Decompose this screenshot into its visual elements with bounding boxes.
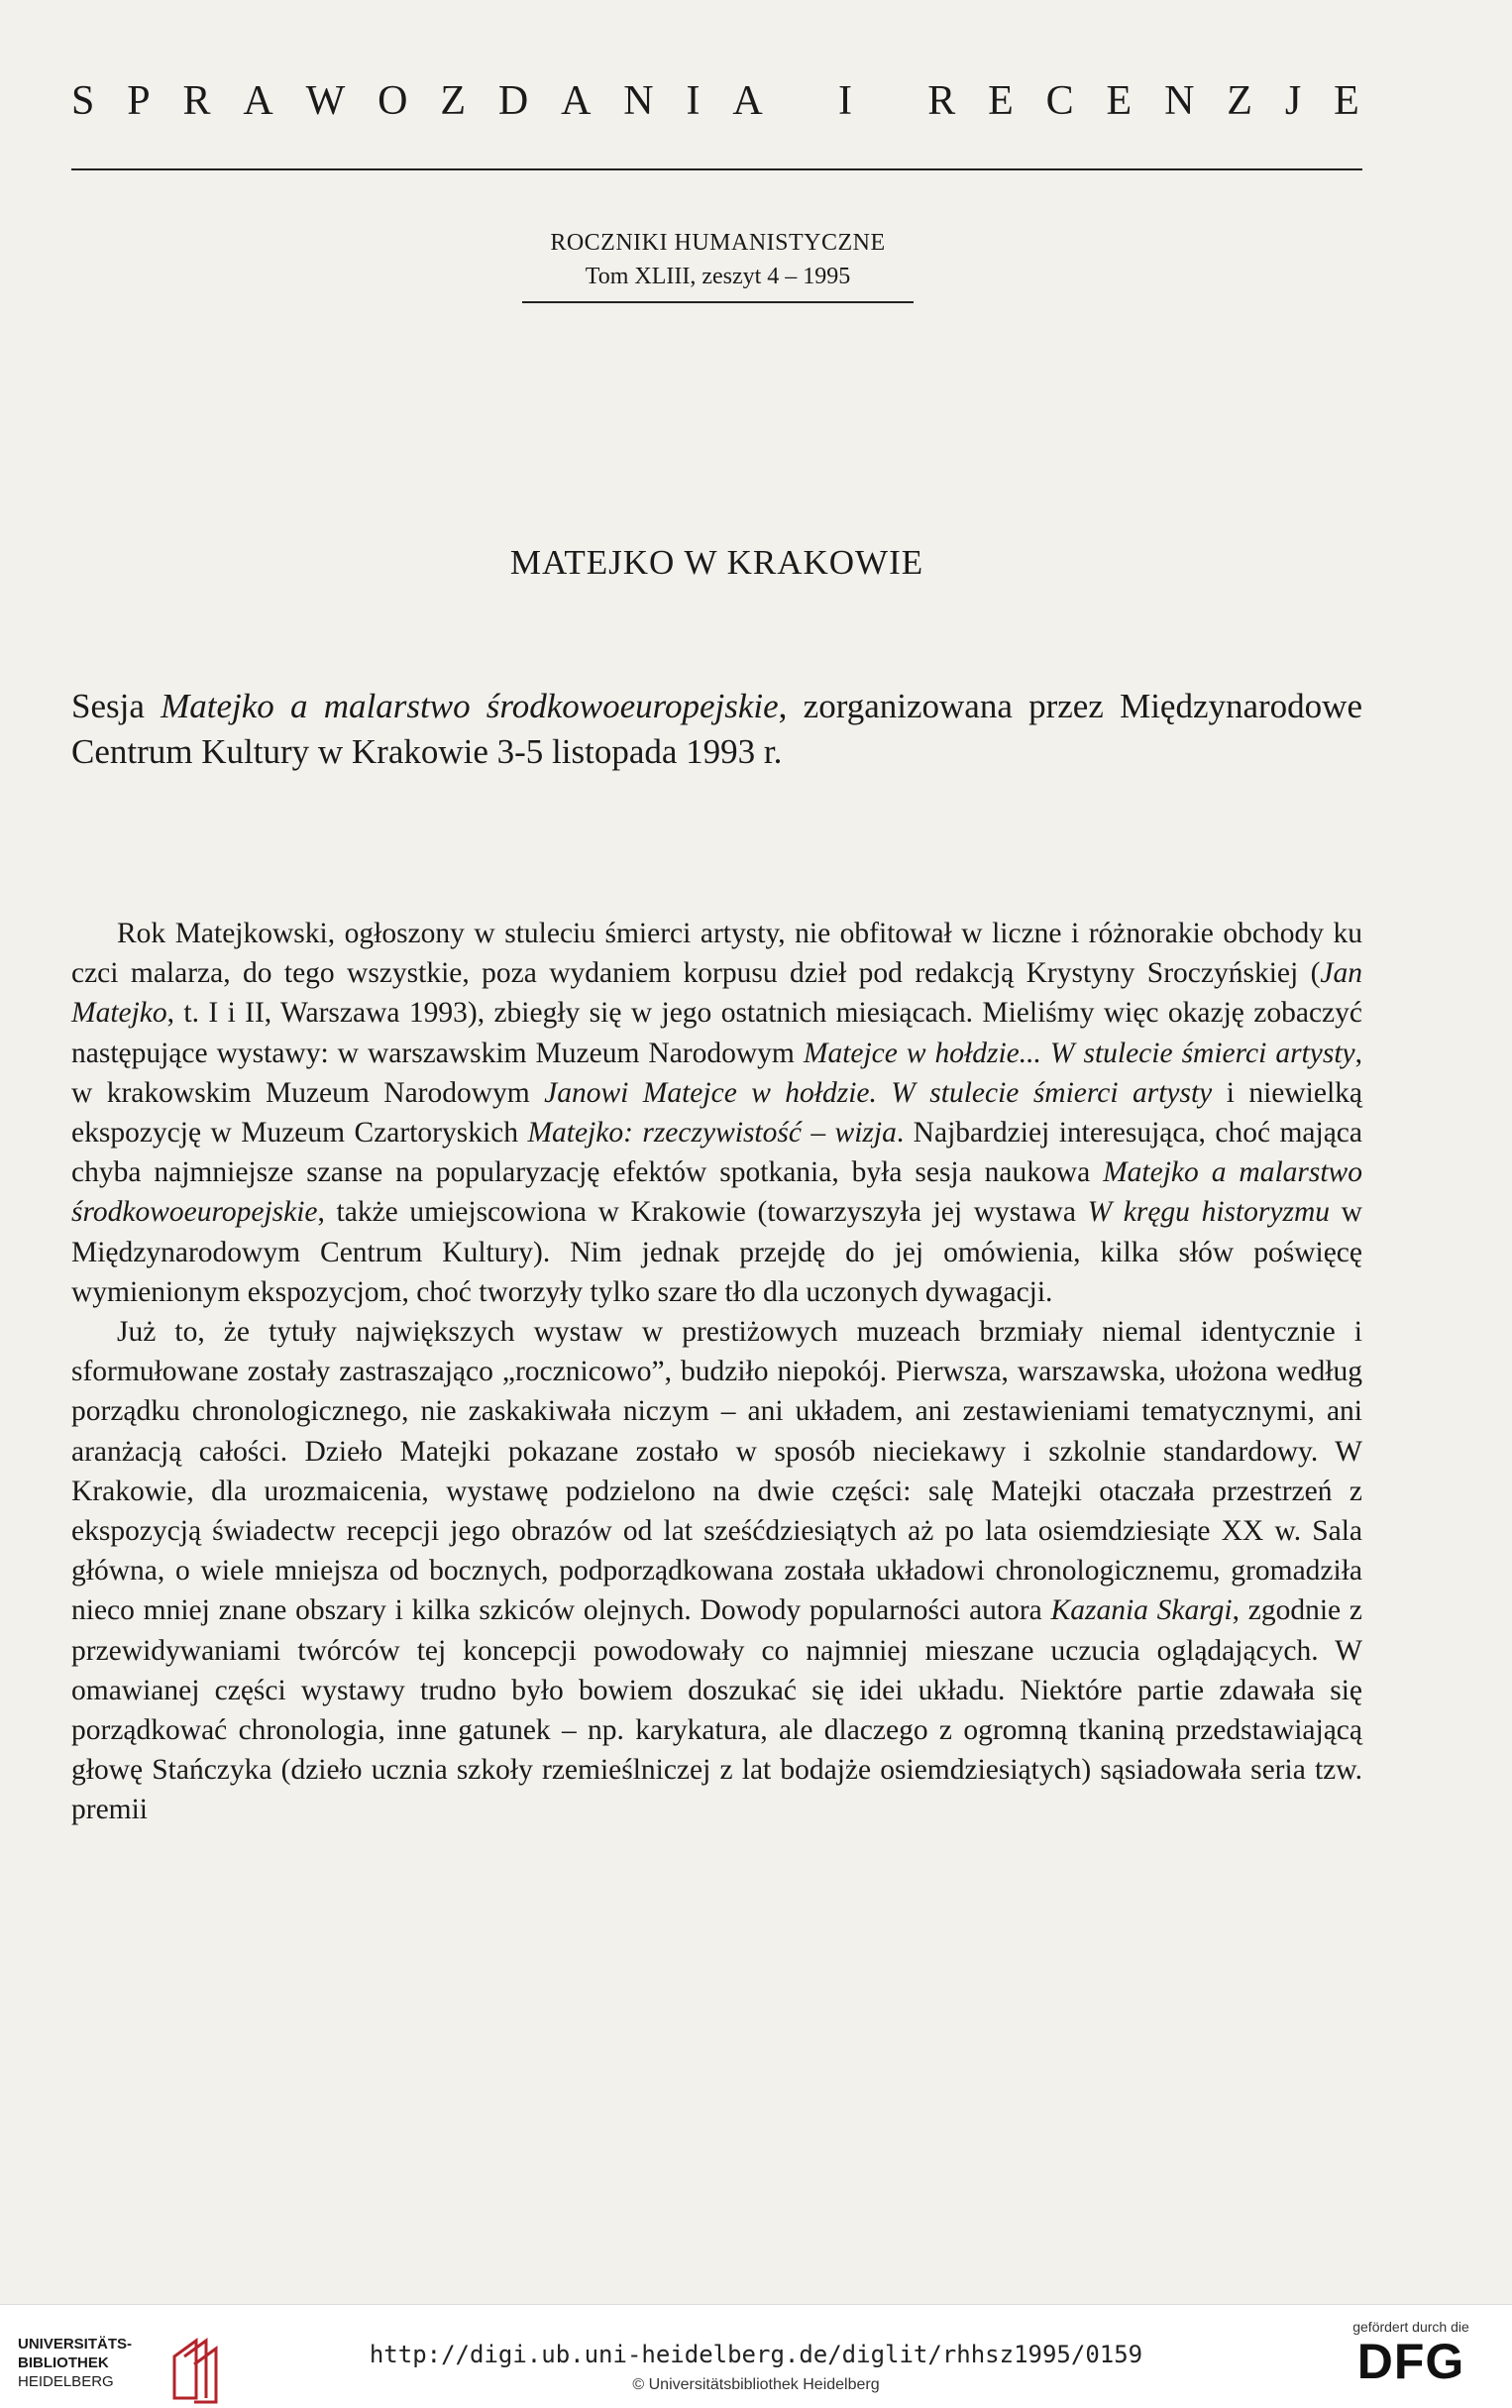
body-paragraph bbox=[71, 1312, 1362, 1830]
article-subtitle bbox=[71, 684, 1362, 775]
running-head-letter: N bbox=[623, 78, 654, 124]
text-run: Już to, że tytuły największych wystaw w prestiżowych muzeach brzmiały niemal identycznie i sformułowane zostały zastraszająco „rocznicowo”, budziło niepokój. Pierwsza, warszawska, ułożona według porządku chronologicznego, nie zaskakiwała niczym – ani układem, ani zestawieniami tematycznymi, ani aranżacją całości. Dzieło Matejki pokazane zostało w sposób nieciekawy i szkolnie standardowy. W Krakowie, dla urozmaicenia, wystawę podzielono na dwie części: salę Matejki otaczała przestrzeń z ekspozycją świadectw recepcji jego obrazów od lat sześćdziesiątych aż po lata osiemdziesiąte XX w. Sala główna, o wiele mniejsza od bocznych, podporządkowana została układowi chronologicznemu, gromadziła nieco mniej znane obszary i kilka szkiców olejnych. Dowody popularności autora bbox=[71, 1316, 1362, 1627]
running-head-letter: W bbox=[305, 78, 346, 124]
text-run: i niewielką ekspozycję w Muzeum Czartoryskich bbox=[71, 1076, 1362, 1149]
running-head-letter: P bbox=[127, 78, 151, 124]
library-line-1: UNIVERSITÄTS- bbox=[18, 2336, 133, 2353]
italic-title-run: Janowi Matejce w hołdzie. W stulecie śmierci artysty bbox=[544, 1076, 1213, 1109]
source-url[interactable]: http://digi.ub.uni-heidelberg.de/diglit/rhhsz1995/0159 bbox=[369, 2341, 1143, 2368]
running-head-letter: R bbox=[927, 78, 956, 124]
italic-title-run: Matejko a malarstwo środkowoeuropejskie bbox=[161, 687, 779, 725]
running-head-letter: E bbox=[988, 78, 1014, 124]
text-run: Rok Matejkowski, ogłoszony w stuleciu śmierci artysty, nie obfitował w liczne i różnorakie obchody ku czci malarza, do tego wszystkie, poza wydaniem korpusu dzieł pod redakcją Krystyny Sroczyńskiej ( bbox=[71, 918, 1362, 990]
italic-title-run: Kazania Skargi bbox=[1050, 1594, 1233, 1627]
journal-info bbox=[522, 226, 914, 293]
journal-rule bbox=[522, 301, 914, 303]
journal-volume: Tom XLIII, zeszyt 4 – 1995 bbox=[585, 264, 851, 289]
italic-title-run: W kręgu historyzmu bbox=[1087, 1196, 1331, 1229]
running-head-letter: I bbox=[837, 78, 852, 124]
italic-title-run: Matejko a malarstwo środkowoeuropejskie bbox=[71, 1156, 1362, 1229]
text-run: , t. I i II, Warszawa 1993), zbiegły się w jego ostatnich miesiącach. Mieliśmy więc okazję zobaczyć następujące wystawy: w warszawskim Muzeum Narodowym bbox=[71, 997, 1362, 1069]
library-line-3: HEIDELBERG bbox=[18, 2373, 114, 2390]
running-head-letter: E bbox=[1106, 78, 1133, 124]
running-head-letter bbox=[796, 77, 807, 125]
italic-title-run: Matejko: rzeczywistość – wizja bbox=[527, 1117, 897, 1149]
running-head-letter: Z bbox=[1227, 78, 1252, 124]
running-head-letter: O bbox=[378, 78, 408, 124]
running-head bbox=[71, 77, 1359, 125]
running-head-letter: E bbox=[1334, 78, 1359, 124]
journal-name: ROCZNIKI HUMANISTYCZNE bbox=[550, 230, 886, 256]
running-head-letter: A bbox=[243, 78, 273, 124]
header-rule bbox=[71, 168, 1362, 170]
text-run: , także umiejscowiona w Krakowie (towarzyszyła jej wystawa bbox=[317, 1196, 1088, 1229]
running-head-letter: R bbox=[182, 78, 211, 124]
italic-title-run: Jan Matejko bbox=[71, 957, 1362, 1030]
text-run: , zgodnie z przewidywaniami twórców tej koncepcji powodowały co najmniej mieszane uczucia oglądających. W omawianej części wystawy trudno było bowiem doszukać się idei układu. Niektóre partie zdawała się porządkować chronologia, inne gatunek – np. karykatura, ale dlaczego z ogromną tkaniną przedstawiającą głowę Stańczyka (dzieło ucznia szkoły rzemieślniczej z lat bodajże osiemdziesiątych) sąsiadowała seria tzw. premii bbox=[71, 1594, 1362, 1826]
running-head-letter: I bbox=[686, 78, 701, 124]
running-head-letter bbox=[885, 77, 896, 125]
italic-title-run: Matejce w hołdzie... W stulecie śmierci artysty bbox=[803, 1037, 1355, 1069]
running-head-letter: D bbox=[497, 78, 529, 124]
running-head-letter: A bbox=[732, 78, 763, 124]
body-paragraph bbox=[71, 914, 1362, 1312]
running-head-letter: N bbox=[1164, 78, 1195, 124]
footer bbox=[0, 2304, 1512, 2408]
running-head-letter: J bbox=[1284, 78, 1302, 124]
article-title: MATEJKO W KRAKOWIE bbox=[509, 543, 924, 582]
running-head-letter: C bbox=[1045, 78, 1074, 124]
running-head-letter: S bbox=[71, 78, 95, 124]
text-run: . Najbardziej interesująca, choć mająca chyba najmniejsze szanse na popularyzację efektów spotkania, była sesja naukowa bbox=[71, 1117, 1362, 1189]
running-head-letter: Z bbox=[440, 78, 466, 124]
running-head-letter: A bbox=[561, 78, 592, 124]
text-run: w Międzynarodowym Centrum Kultury). Nim jednak przejdę do jej omówienia, kilka słów poświęcę wymienionym ekspozycjom, choć tworzyły tylko szare tło dla uczonych dywagacji. bbox=[71, 1196, 1362, 1308]
text-run: Sesja bbox=[71, 687, 162, 725]
dfg-logo: DFG bbox=[1356, 2334, 1465, 2389]
text-run: , w krakowskim Muzeum Narodowym bbox=[71, 1037, 1362, 1109]
copyright-notice: © Universitätsbibliothek Heidelberg bbox=[632, 2376, 880, 2393]
article-body bbox=[71, 914, 1362, 1830]
dfg-badge[interactable] bbox=[1332, 2319, 1490, 2388]
library-line-2: BIBLIOTHEK bbox=[18, 2354, 109, 2371]
funding-caption: gefördert durch die bbox=[1352, 2319, 1469, 2335]
text-run: , zorganizowana przez Międzynarodowe Centrum Kultury w Krakowie 3-5 listopada 1993 r. bbox=[71, 687, 1362, 771]
